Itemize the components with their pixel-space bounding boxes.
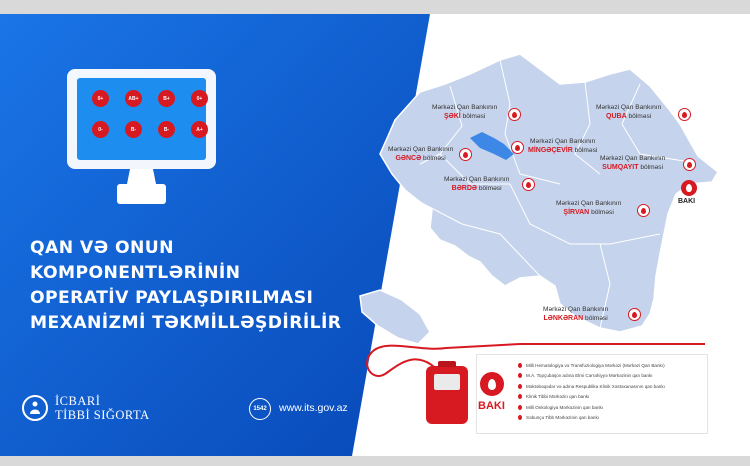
blood-drop-icon bbox=[191, 121, 208, 138]
blood-type-label: B- bbox=[163, 126, 170, 133]
label-barda: Mərkəzi Qan Bankının BƏRDƏ bölməsi bbox=[444, 176, 510, 192]
its-logo-text bbox=[55, 394, 150, 422]
label-sheki: Mərkəzi Qan Bankının ŞƏKİ bölməsi bbox=[432, 104, 498, 120]
label-quba: Mərkəzi Qan Bankının QUBA bölməsi bbox=[596, 104, 662, 120]
label-sumqayit: Mərkəzi Qan Bankının SUMQAYIT bölməsi bbox=[600, 155, 666, 171]
top-border bbox=[0, 0, 750, 14]
pin-quba-icon bbox=[678, 108, 691, 121]
legend-item: Məktəbəqədər və adına Respublika Klinik Xəstəxanasının qan bankı bbox=[518, 381, 708, 392]
blood-drop-icon bbox=[158, 121, 175, 138]
blood-type-label: AB+ bbox=[128, 95, 139, 102]
website-link[interactable]: www.its.gov.az bbox=[279, 402, 348, 414]
blood-type-label: B+ bbox=[163, 95, 170, 102]
legend-item: Milli Onkologiya Mərkəzinin qan bankı bbox=[518, 402, 708, 413]
legend-item: Milli Hematologiya və Transfuziologiya Mərkəzi (Mərkəzi Qan Bankı) bbox=[518, 360, 708, 371]
pin-shirvan-icon bbox=[637, 204, 650, 217]
label-mingachevir: Mərkəzi Qan Bankının MİNGƏÇEVİR bölməsi bbox=[528, 138, 598, 154]
pin-lankaran-icon bbox=[628, 308, 641, 321]
logo-line-1: İCBARİ bbox=[55, 394, 101, 408]
blood-drop-icon bbox=[125, 90, 142, 107]
pin-mingachevir-icon bbox=[511, 141, 524, 154]
blood-drop-icon bbox=[92, 90, 109, 107]
legend-item: Klinik Tibbi Mərkəzin qan bankı bbox=[518, 392, 708, 403]
blood-drop-icon bbox=[191, 90, 208, 107]
pin-barda-icon bbox=[522, 178, 535, 191]
pin-sumqayit-icon bbox=[683, 158, 696, 171]
label-lankaran: Mərkəzi Qan Bankının LƏNKƏRAN bölməsi bbox=[543, 306, 609, 322]
headline-line-1: QAN VƏ ONUN bbox=[30, 238, 174, 258]
its-logo bbox=[22, 394, 150, 422]
legend-drop-icon bbox=[480, 372, 504, 396]
headline bbox=[30, 236, 360, 336]
label-ganja: Mərkəzi Qan Bankının GƏNCƏ bölməsi bbox=[388, 146, 454, 162]
blood-type-label: 0+ bbox=[196, 95, 203, 102]
legend-list bbox=[518, 360, 708, 423]
blood-drop-icon bbox=[92, 121, 109, 138]
legend-item: M.A. Topçubaşov adına Elmi Cərrahiyyə Mərkəzinin qan bankı bbox=[518, 371, 708, 382]
hotline-icon: 1542 bbox=[249, 398, 271, 420]
label-shirvan: Mərkəzi Qan Bankının ŞİRVAN bölməsi bbox=[556, 200, 622, 216]
headline-line-3: OPERATİV PAYLAŞDIRILMASI bbox=[30, 288, 314, 308]
blood-type-label: A+ bbox=[196, 126, 203, 133]
headline-line-4: MEXANİZMİ TƏKMİLLƏŞDİRİLİR bbox=[30, 313, 342, 333]
blood-type-label: 0- bbox=[98, 126, 103, 133]
legend-item: Səbunçu Tibb Mərkəzinin qan bankı bbox=[518, 413, 708, 424]
logo-line-2: TİBBİ SIĞORTA bbox=[55, 408, 150, 422]
blood-type-label: 0+ bbox=[97, 95, 104, 102]
its-logo-mark-icon bbox=[22, 395, 48, 421]
bottom-border bbox=[0, 456, 750, 466]
blood-type-label: B- bbox=[130, 126, 137, 133]
pin-baki-icon bbox=[681, 180, 697, 196]
pin-ganja-icon bbox=[459, 148, 472, 161]
blood-drop-icon bbox=[158, 90, 175, 107]
headline-line-2: KOMPONENTLƏRİNİN bbox=[30, 263, 241, 283]
country-map bbox=[380, 54, 718, 332]
blood-drop-icon bbox=[125, 121, 142, 138]
pin-sheki-icon bbox=[508, 108, 521, 121]
label-baki: BAKI bbox=[678, 198, 696, 205]
legend-title: BAKI bbox=[478, 400, 505, 412]
blood-bag-icon bbox=[426, 366, 468, 424]
